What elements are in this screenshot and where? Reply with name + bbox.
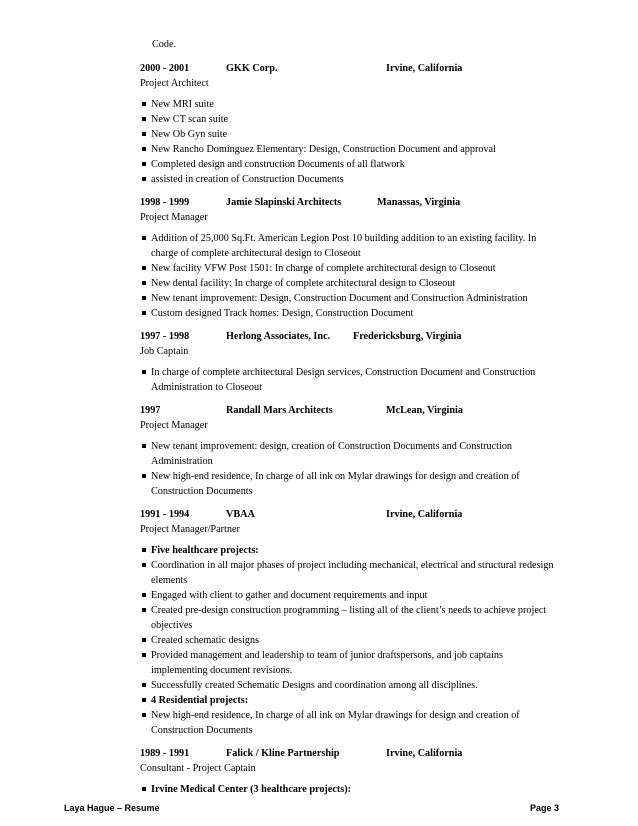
bullet-text: Created schematic designs bbox=[151, 635, 260, 646]
bullet-square-icon bbox=[142, 638, 146, 642]
job-header bbox=[140, 195, 560, 210]
bullet-text: Provided management and leadership to team of junior draftspersons, and job captains implementing document revisions. bbox=[151, 650, 503, 676]
job-bullet-list bbox=[140, 231, 560, 321]
job-location: Fredericksburg, Virginia bbox=[353, 331, 462, 342]
job-role: Project Manager bbox=[140, 212, 208, 223]
bullet-square-icon bbox=[142, 296, 146, 300]
bullet-square-icon bbox=[142, 266, 146, 270]
bullet-square-icon bbox=[142, 787, 146, 791]
bullet-text: Successfully created Schematic Designs and coordination among all disciplines. bbox=[151, 680, 478, 691]
bullet-square-icon bbox=[142, 548, 146, 552]
job-header bbox=[140, 403, 560, 418]
bullet-text: Addition of 25,000 Sq.Ft. American Legion Post 10 building addition to an existing facility. In charge of complete architectural design to Closeout bbox=[151, 233, 537, 259]
bullet-item bbox=[140, 469, 560, 499]
intro-line: Code. bbox=[152, 39, 177, 50]
bullet-square-icon bbox=[142, 370, 146, 374]
bullet-square-icon bbox=[142, 236, 146, 240]
job-dates: 1991 - 1994 bbox=[140, 509, 190, 520]
jobs-list bbox=[140, 61, 560, 797]
bullet-item bbox=[140, 648, 560, 678]
bullet-text: Coordination in all major phases of project including mechanical, electrical and structural redesign elements bbox=[151, 560, 554, 586]
job-dates: 1998 - 1999 bbox=[140, 197, 190, 208]
bullet-item bbox=[140, 708, 560, 738]
job-role: Project Manager bbox=[140, 420, 208, 431]
job-location: Irvine, California bbox=[386, 748, 463, 759]
bullet-item bbox=[140, 678, 560, 693]
bullet-square-icon bbox=[142, 177, 146, 181]
job-company: VBAA bbox=[226, 509, 255, 520]
bullet-text: New dental facility: In charge of complete architectural design to Closeout bbox=[151, 278, 456, 289]
bullet-text: Engaged with client to gather and document requirements and input bbox=[151, 590, 428, 601]
bullet-text: New tenant improvement: design, creation of Construction Documents and Construction Administration bbox=[151, 441, 513, 467]
job-header bbox=[140, 61, 560, 76]
bullet-square-icon bbox=[142, 713, 146, 717]
bullet-item bbox=[140, 439, 560, 469]
bullet-text: Custom designed Track homes: Design, Construction Document bbox=[151, 308, 414, 319]
job-header bbox=[140, 507, 560, 522]
job-dates: 1989 - 1991 bbox=[140, 748, 190, 759]
job-entry bbox=[140, 746, 560, 797]
bullet-square-icon bbox=[142, 311, 146, 315]
bullet-text: New high-end residence, In charge of all ink on Mylar drawings for design and creation of Construction Documents bbox=[151, 710, 520, 736]
footer-page-number: Page 3 bbox=[529, 803, 559, 813]
bullet-item bbox=[140, 633, 560, 648]
bullet-text: Five healthcare projects: bbox=[151, 545, 259, 556]
bullet-square-icon bbox=[142, 147, 146, 151]
bullet-text: Irvine Medical Center (3 healthcare projects): bbox=[151, 784, 352, 795]
job-bullet-list bbox=[140, 97, 560, 187]
bullet-square-icon bbox=[142, 593, 146, 597]
bullet-square-icon bbox=[142, 653, 146, 657]
bullet-item bbox=[140, 172, 560, 187]
bullet-square-icon bbox=[142, 102, 146, 106]
bullet-square-icon bbox=[142, 444, 146, 448]
bullet-text: In charge of complete architectural Design services, Construction Document and Construction Administration to Closeout bbox=[151, 367, 536, 393]
bullet-square-icon bbox=[142, 608, 146, 612]
job-dates: 2000 - 2001 bbox=[140, 63, 190, 74]
job-role: Project Manager/Partner bbox=[140, 524, 240, 535]
job-bullet-list bbox=[140, 782, 560, 797]
job-bullet-list bbox=[140, 439, 560, 499]
bullet-item bbox=[140, 97, 560, 112]
page-footer bbox=[64, 801, 559, 815]
job-entry bbox=[140, 507, 560, 738]
bullet-text: New Ob Gyn suite bbox=[151, 129, 228, 140]
bullet-item bbox=[140, 291, 560, 306]
bullet-square-icon bbox=[142, 563, 146, 567]
bullet-text: New CT scan suite bbox=[151, 114, 229, 125]
bullet-text: assisted in creation of Construction Documents bbox=[151, 174, 344, 185]
bullet-item bbox=[140, 276, 560, 291]
bullet-text: New Rancho Dominguez Elementary: Design, Construction Document and approval bbox=[151, 144, 496, 155]
job-location: Irvine, California bbox=[386, 509, 463, 520]
job-entry bbox=[140, 195, 560, 321]
job-company: Randall Mars Architects bbox=[226, 405, 333, 416]
bullet-text: Completed design and construction Documents of all flatwork bbox=[151, 159, 405, 170]
job-company: GKK Corp. bbox=[226, 63, 278, 74]
job-location: Irvine, California bbox=[386, 63, 463, 74]
job-entry bbox=[140, 61, 560, 187]
job-location: Manassas, Virginia bbox=[377, 197, 461, 208]
bullet-item bbox=[140, 588, 560, 603]
bullet-text: New high-end residence, In charge of all ink on Mylar drawings for design and creation of Construction Documents bbox=[151, 471, 520, 497]
bullet-item bbox=[140, 365, 560, 395]
job-entry bbox=[140, 403, 560, 499]
bullet-square-icon bbox=[142, 474, 146, 478]
bullet-text: New tenant improvement: Design, Construction Document and Construction Administration bbox=[151, 293, 528, 304]
bullet-text: New MRI suite bbox=[151, 99, 214, 110]
job-bullet-list bbox=[140, 543, 560, 738]
bullet-item bbox=[140, 112, 560, 127]
bullet-text: New facility VFW Post 1501: In charge of complete architectural design to Closeout bbox=[151, 263, 496, 274]
bullet-square-icon bbox=[142, 132, 146, 136]
bullet-item bbox=[140, 231, 560, 261]
footer-author: Laya Hague – Resume bbox=[64, 803, 160, 813]
bullet-square-icon bbox=[142, 162, 146, 166]
bullet-square-icon bbox=[142, 683, 146, 687]
job-company: Falick / Kline Partnership bbox=[226, 748, 340, 759]
bullet-item bbox=[140, 306, 560, 321]
job-role: Consultant - Project Captain bbox=[140, 763, 256, 774]
bullet-text: 4 Residential projects: bbox=[151, 695, 249, 706]
bullet-square-icon bbox=[142, 281, 146, 285]
job-role: Job Captain bbox=[140, 346, 189, 357]
job-company: Herlong Associates, Inc. bbox=[226, 331, 331, 342]
job-company: Jamie Slapinski Architects bbox=[226, 197, 342, 208]
job-role: Project Architect bbox=[140, 78, 209, 89]
bullet-item bbox=[140, 558, 560, 588]
bullet-item bbox=[140, 543, 560, 558]
job-dates: 1997 bbox=[140, 405, 161, 416]
bullet-item bbox=[140, 693, 560, 708]
bullet-item bbox=[140, 127, 560, 142]
bullet-text: Created pre-design construction programming – listing all of the client’s needs to achieve project objectives bbox=[151, 605, 547, 631]
bullet-item bbox=[140, 157, 560, 172]
bullet-item bbox=[140, 782, 560, 797]
job-header bbox=[140, 746, 560, 761]
job-dates: 1997 - 1998 bbox=[140, 331, 190, 342]
job-entry bbox=[140, 329, 560, 395]
bullet-item bbox=[140, 261, 560, 276]
bullet-square-icon bbox=[142, 117, 146, 121]
bullet-item bbox=[140, 603, 560, 633]
job-header bbox=[140, 329, 560, 344]
bullet-item bbox=[140, 142, 560, 157]
job-location: McLean, Virginia bbox=[386, 405, 463, 416]
job-bullet-list bbox=[140, 365, 560, 395]
resume-content bbox=[140, 37, 560, 797]
bullet-square-icon bbox=[142, 698, 146, 702]
